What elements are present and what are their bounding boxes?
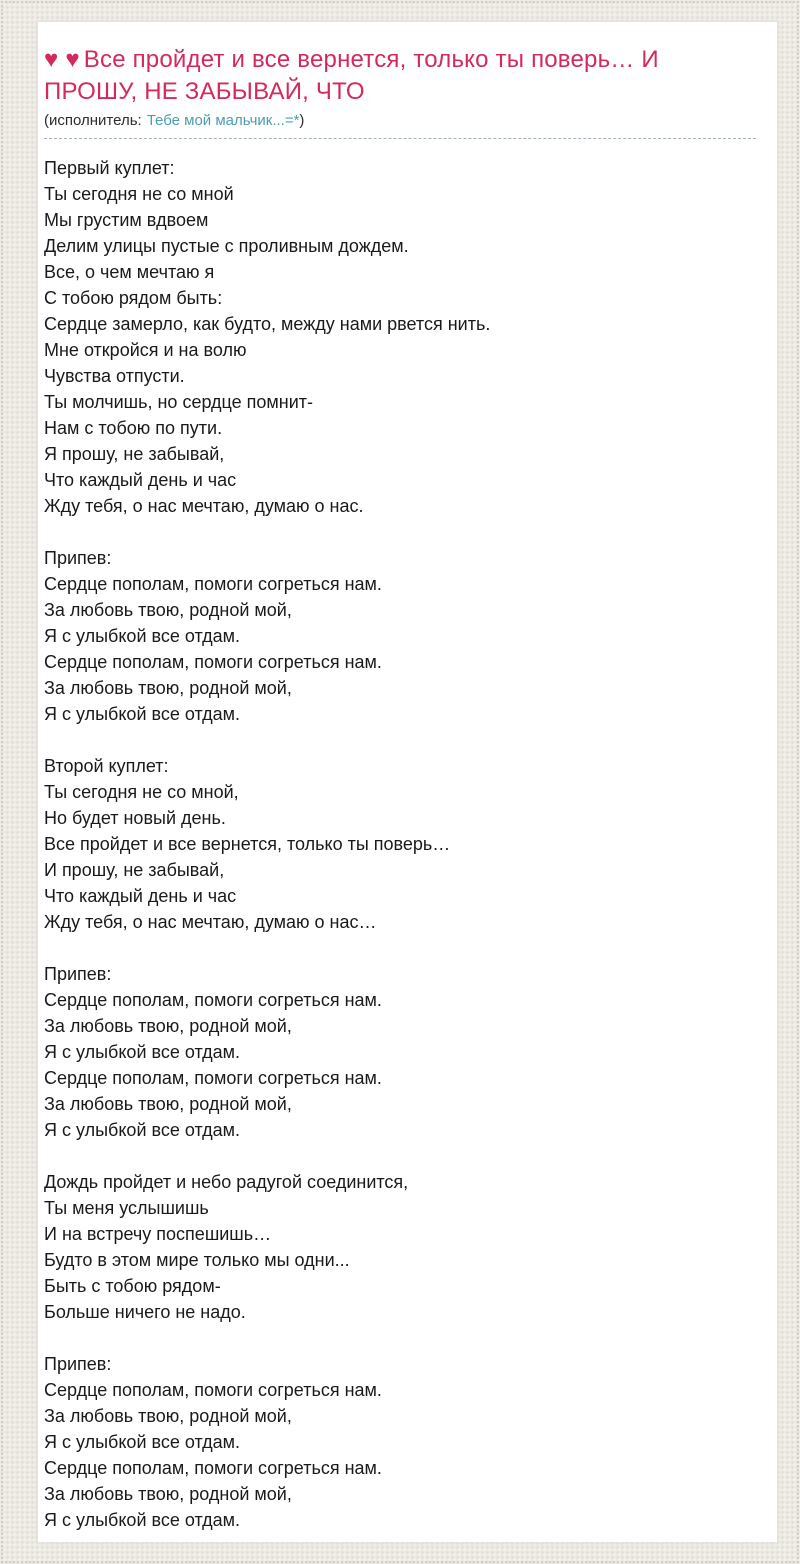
lyric-line: Я с улыбкой все отдам. xyxy=(44,1432,241,1452)
lyric-line: Мы грустим вдвоем xyxy=(44,210,209,230)
artist-link[interactable]: Тебе мой мальчик...=* xyxy=(146,112,300,129)
lyric-line: Дождь пройдет и небо радугой соединится, xyxy=(44,1172,409,1192)
stanza xyxy=(44,545,771,727)
lyric-line: Я с улыбкой все отдам. xyxy=(44,1510,241,1530)
lyric-line: Что каждый день и час xyxy=(44,470,237,490)
lyric-line: Сердце пополам, помоги согреться нам. xyxy=(44,1068,382,1088)
lyric-line: Жду тебя, о нас мечтаю, думаю о нас… xyxy=(44,912,377,932)
lyric-line: Но будет новый день. xyxy=(44,808,226,828)
lyric-line: За любовь твою, родной мой, xyxy=(44,1016,292,1036)
lyric-line: Что каждый день и час xyxy=(44,886,237,906)
stanza xyxy=(44,1169,771,1325)
lyric-line: И прошу, не забывай, xyxy=(44,860,225,880)
lyric-line: За любовь твою, родной мой, xyxy=(44,1406,292,1426)
lyric-line: Сердце пополам, помоги согреться нам. xyxy=(44,1458,382,1478)
lyric-line: Ты сегодня не со мной, xyxy=(44,782,239,802)
stanza xyxy=(44,155,771,519)
lyric-line: Второй куплет: xyxy=(44,756,169,776)
stanza xyxy=(44,961,771,1143)
lyric-line: Я с улыбкой все отдам. xyxy=(44,626,241,646)
lyric-line: Первый куплет: xyxy=(44,158,175,178)
lyric-line: Делим улицы пустые с проливным дождем. xyxy=(44,236,409,256)
lyric-line: Ты молчишь, но сердце помнит- xyxy=(44,392,314,412)
heart-icons: ♥ ♥ xyxy=(44,46,80,73)
lyric-line: Больше ничего не надо. xyxy=(44,1302,246,1322)
lyric-line: Я с улыбкой все отдам. xyxy=(44,704,241,724)
lyric-line: Сердце пополам, помоги согреться нам. xyxy=(44,574,382,594)
lyric-line: Все пройдет и все вернется, только ты поверь… xyxy=(44,834,451,854)
lyric-line: Припев: xyxy=(44,548,112,568)
lyric-line: Я с улыбкой все отдам. xyxy=(44,1120,241,1140)
lyric-line: За любовь твою, родной мой, xyxy=(44,678,292,698)
lyric-line: Я прошу, не забывай, xyxy=(44,444,225,464)
lyric-line: Ты сегодня не со мной xyxy=(44,184,234,204)
stanza xyxy=(44,753,771,935)
lyric-line: Все, о чем мечтаю я xyxy=(44,262,215,282)
song-title-line2: ПРОШУ, НЕ ЗАБЫВАЙ, ЧТО xyxy=(44,78,365,105)
artist-label: (исполнитель: xyxy=(44,112,142,129)
lyric-line: Чувства отпусти. xyxy=(44,366,185,386)
lyric-line: Сердце замерло, как будто, между нами рвется нить. xyxy=(44,314,491,334)
stanza xyxy=(44,1351,771,1533)
lyric-line: И на встречу поспешишь… xyxy=(44,1224,272,1244)
lyric-line: Жду тебя, о нас мечтаю, думаю о нас. xyxy=(44,496,364,516)
lyric-line: Ты меня услышишь xyxy=(44,1198,209,1218)
lyrics xyxy=(44,155,771,1533)
lyric-line: Припев: xyxy=(44,964,112,984)
lyric-line: За любовь твою, родной мой, xyxy=(44,600,292,620)
lyrics-card xyxy=(37,21,778,1543)
lyric-line: Быть с тобою рядом- xyxy=(44,1276,221,1296)
lyric-line: С тобою рядом быть: xyxy=(44,288,223,308)
lyric-line: Сердце пополам, помоги согреться нам. xyxy=(44,1380,382,1400)
lyric-line: Будто в этом мире только мы одни... xyxy=(44,1250,350,1270)
lyric-line: За любовь твою, родной мой, xyxy=(44,1094,292,1114)
lyric-line: Нам с тобою по пути. xyxy=(44,418,223,438)
lyric-line: Мне откройся и на волю xyxy=(44,340,247,360)
lyric-line: Сердце пополам, помоги согреться нам. xyxy=(44,990,382,1010)
page-title xyxy=(44,44,771,108)
lyric-line: Я с улыбкой все отдам. xyxy=(44,1042,241,1062)
artist-label-suffix: ) xyxy=(299,112,305,129)
lyric-line: Припев: xyxy=(44,1354,112,1374)
artist-row xyxy=(44,112,756,139)
lyric-line: За любовь твою, родной мой, xyxy=(44,1484,292,1504)
song-title-line1: Все пройдет и все вернется, только ты поверь… И xyxy=(83,46,659,73)
lyric-line: Сердце пополам, помоги согреться нам. xyxy=(44,652,382,672)
